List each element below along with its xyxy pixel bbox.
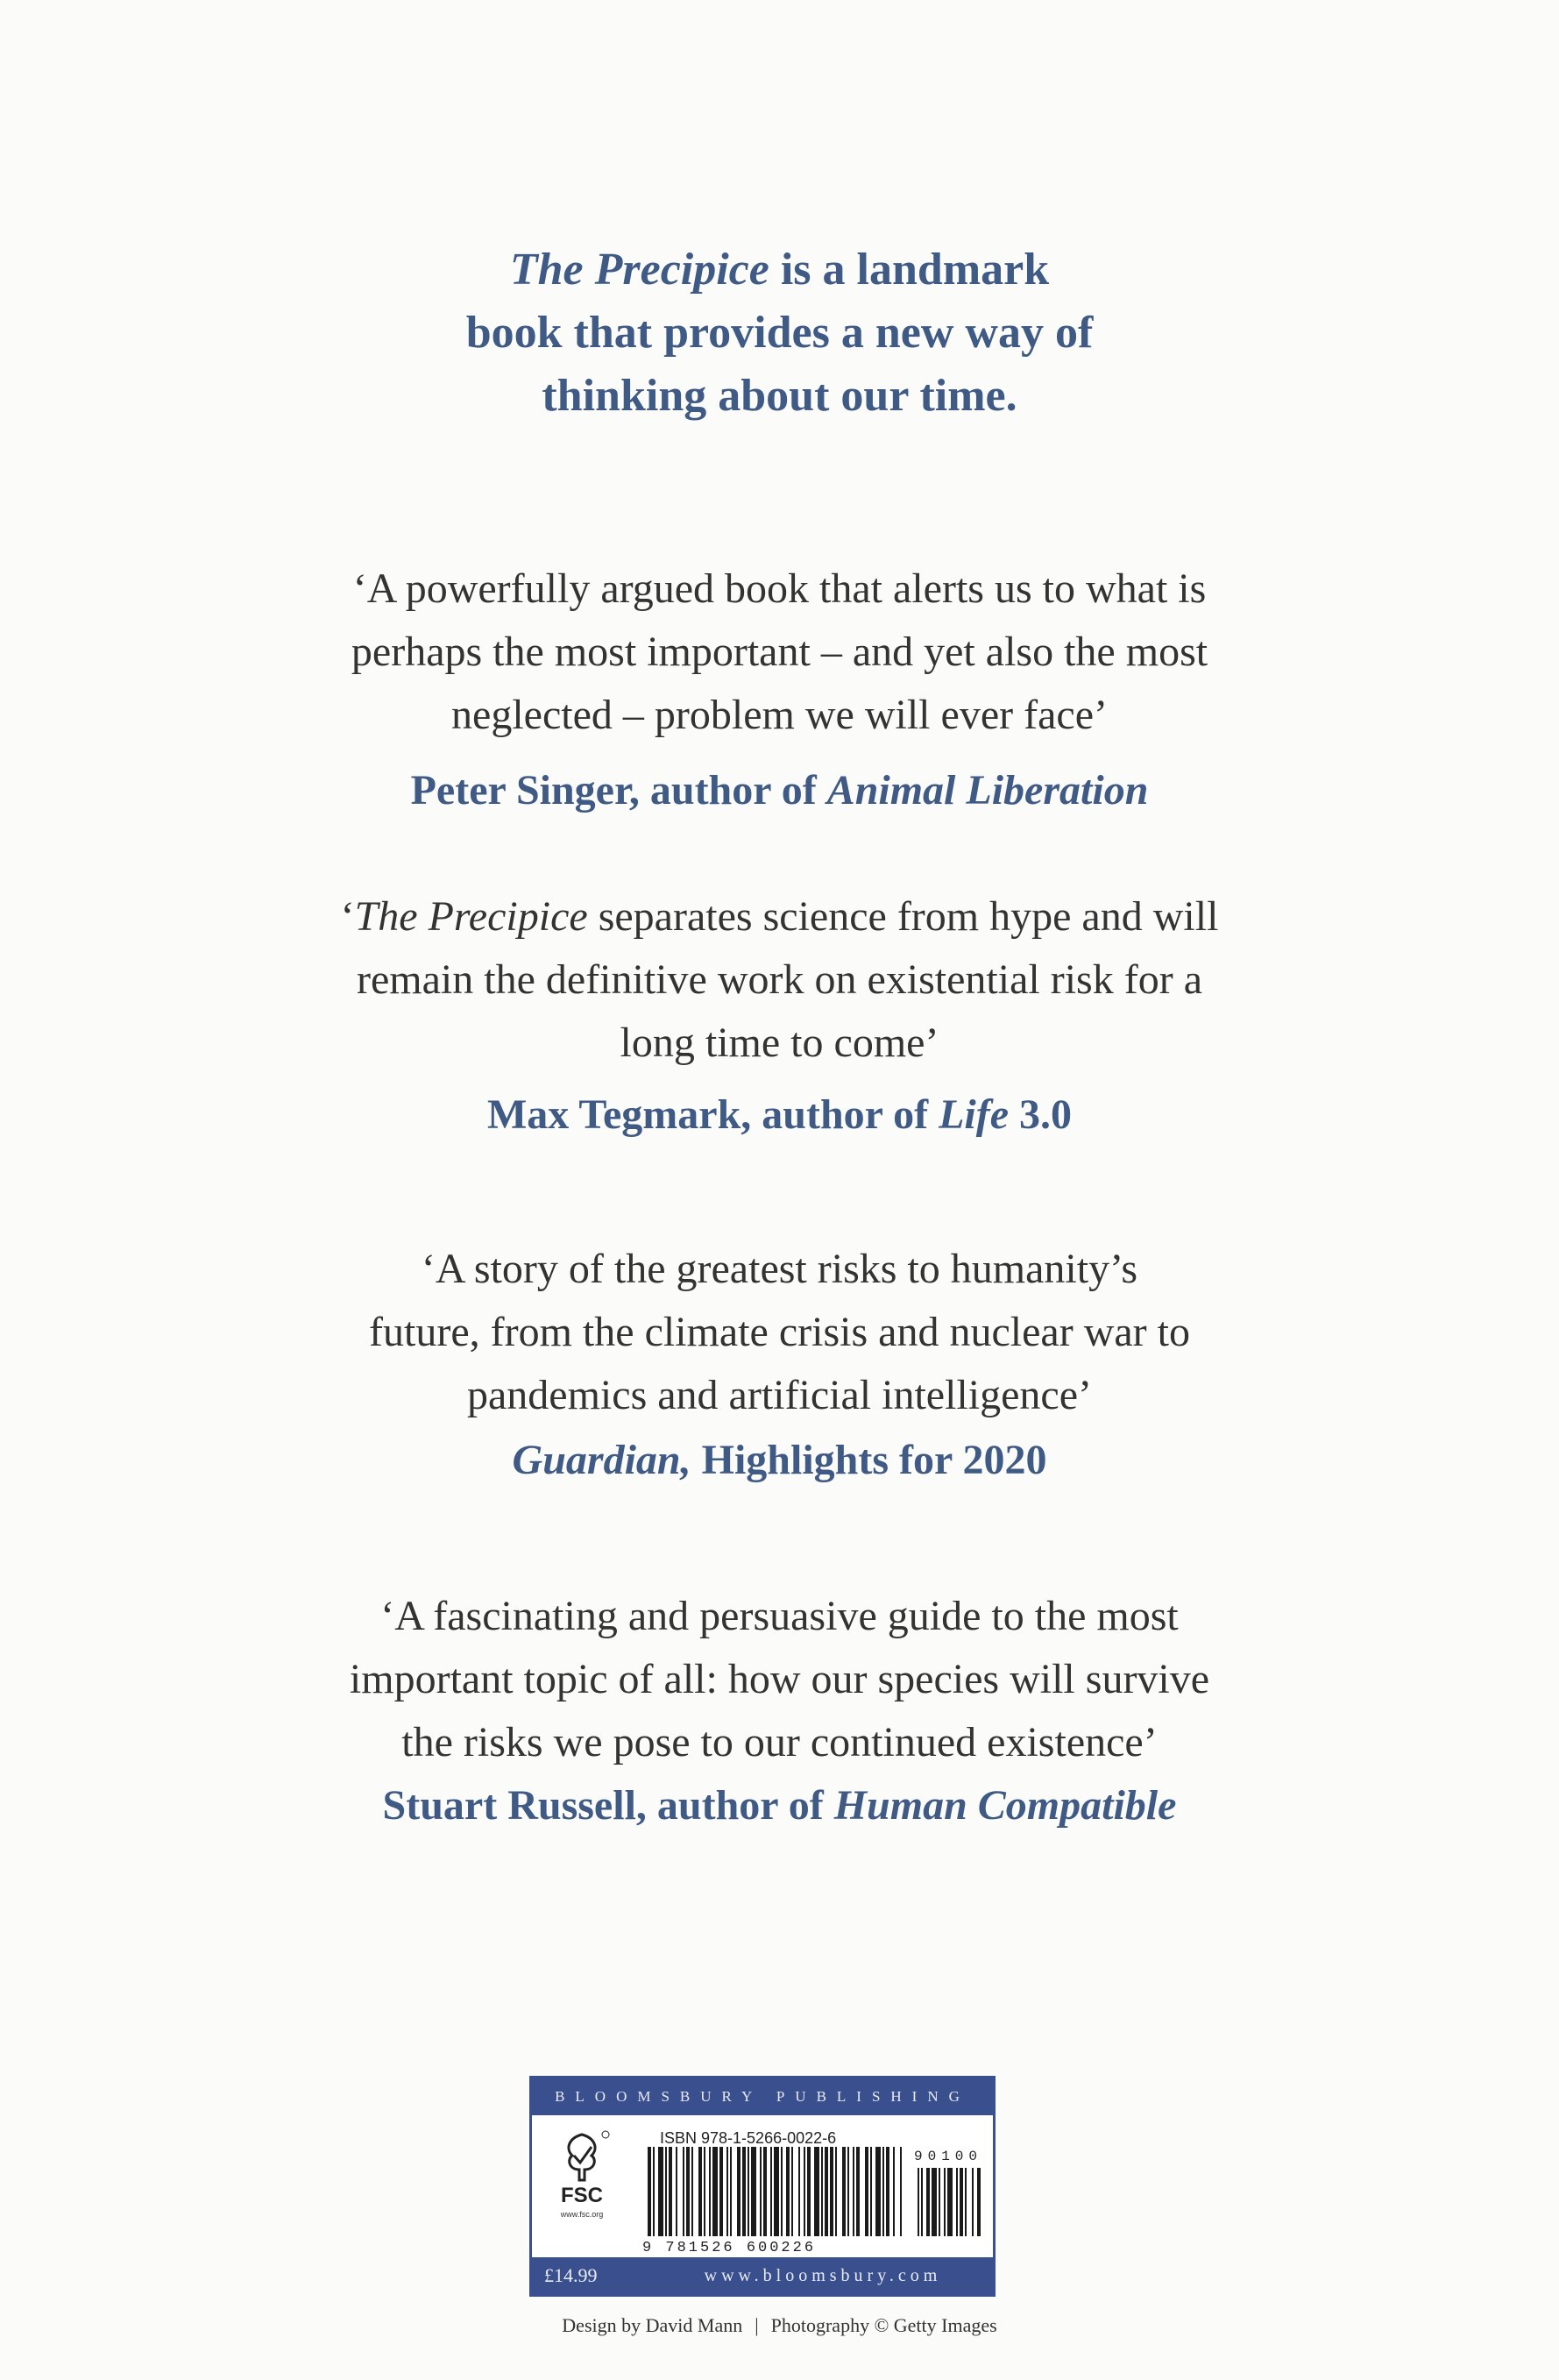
photo-credit: Photography © Getty Images: [770, 2314, 997, 2336]
isbn-number: ISBN 978-1-5266-0022-6: [660, 2129, 837, 2147]
publisher-banner: BLOOMSBURY PUBLISHING: [532, 2078, 993, 2115]
publisher-website: www.bloomsbury.com: [704, 2266, 942, 2285]
fsc-url: www.fsc.org: [560, 2210, 604, 2219]
headline-title: The Precipice: [509, 245, 769, 295]
cover-credits: [0, 2314, 1559, 2337]
headline-line-2: book that provides a new way of: [465, 308, 1094, 358]
headline-line-3: thinking about our time.: [542, 371, 1017, 421]
tree-check-icon: [549, 2129, 614, 2184]
barcode-addon-digits: 90100: [914, 2149, 983, 2164]
headline-line-1: The Precipice is a landmark: [509, 245, 1050, 295]
credit-separator: |: [755, 2314, 759, 2336]
barcode-panel: [529, 2076, 996, 2297]
fsc-label: FSC: [561, 2184, 603, 2207]
price: £14.99: [544, 2264, 598, 2286]
fsc-logo: [549, 2129, 614, 2234]
design-credit: Design by David Mann: [562, 2314, 743, 2336]
review-quote: ‘The Precipice separates science from hype and will remain the definitive work on existential risk for a long time to come’: [340, 893, 1219, 1066]
review-quote: ‘A story of the greatest risks to humanity’s future, from the climate crisis and nuclear war to pandemics and artificial intelligence’: [369, 1246, 1190, 1418]
barcode-icon: [644, 2147, 986, 2241]
headline: [0, 238, 1559, 428]
review-attribution: Stuart Russell, author of Human Compatible: [382, 1782, 1177, 1829]
barcode-digits: 9 781526 600226: [642, 2240, 817, 2256]
review-attribution: Peter Singer, author of Animal Liberation: [410, 767, 1149, 813]
review-quote: ‘A fascinating and persuasive guide to the most important topic of all: how our species will survive the risks we pose to our continued existence’: [349, 1593, 1210, 1765]
review-attribution: Max Tegmark, author of Life 3.0: [486, 1091, 1073, 1138]
review-quote: ‘A powerfully argued book that alerts us to what is perhaps the most important – and yet also the most neglected – problem we will ever face’: [351, 565, 1208, 738]
price-banner: [532, 2257, 993, 2294]
review-attribution: Guardian, Highlights for 2020: [512, 1437, 1047, 1483]
